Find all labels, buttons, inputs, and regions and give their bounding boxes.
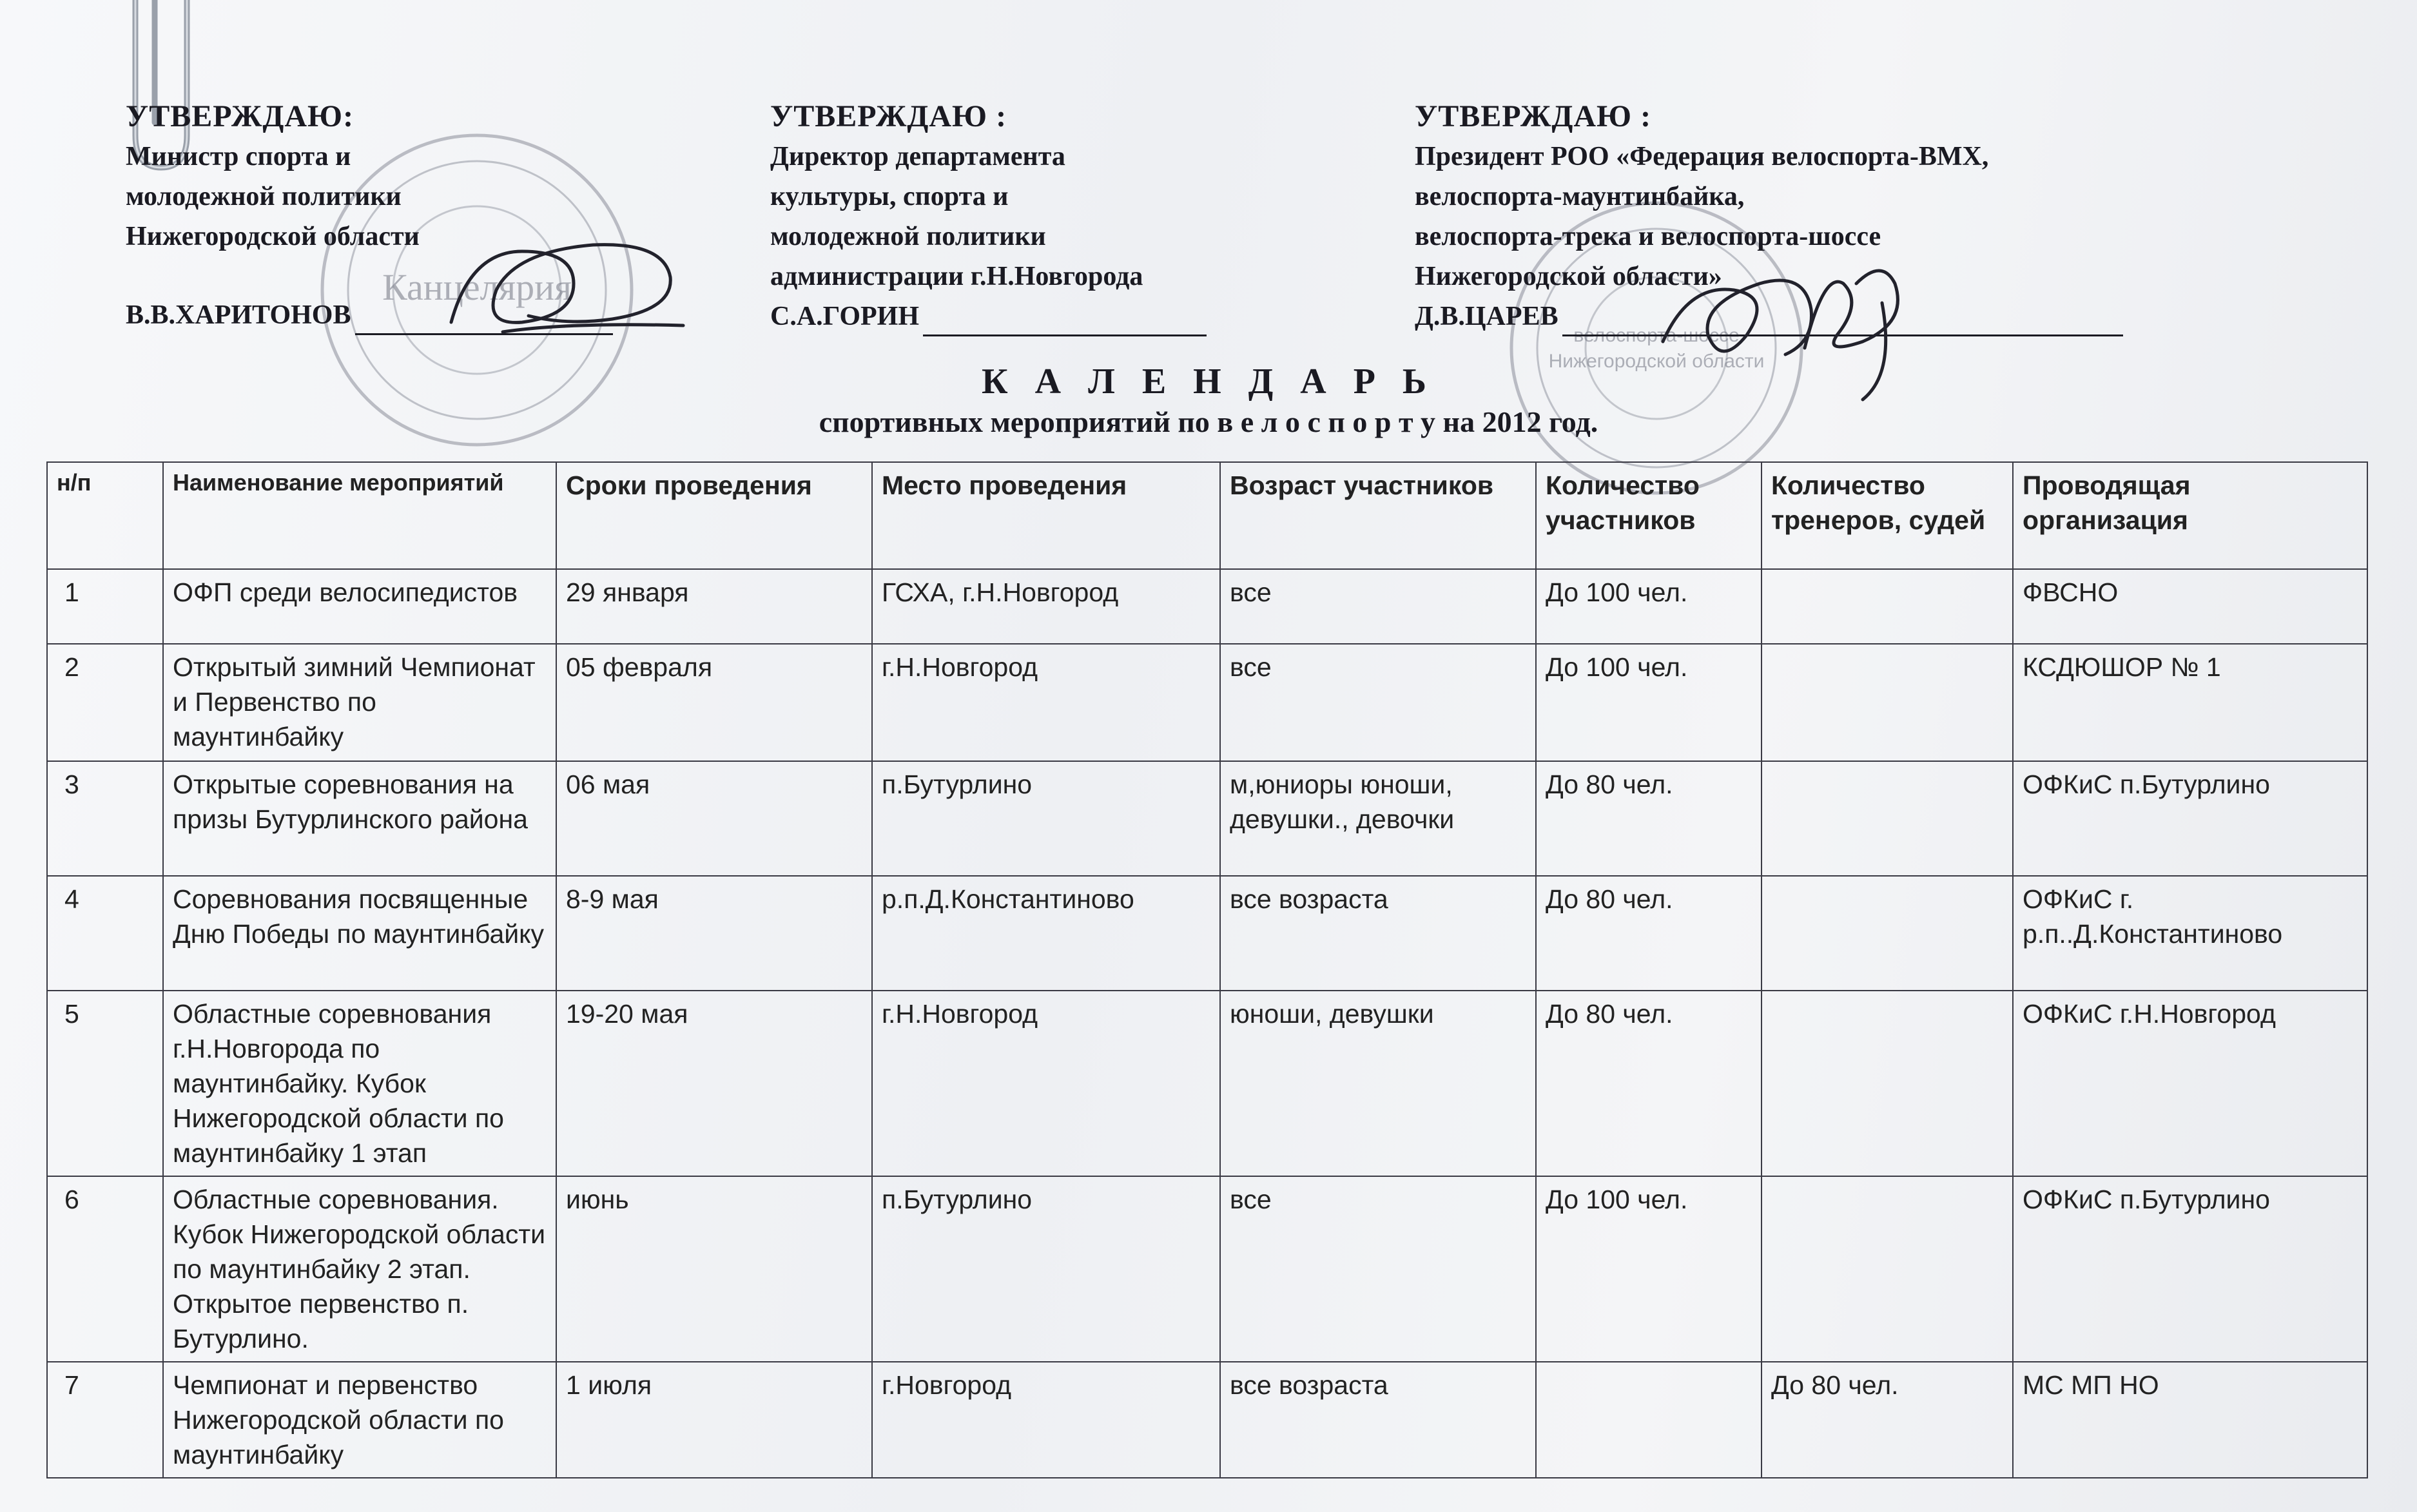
cell-date: 1 июля (556, 1362, 872, 1478)
cell-participants: До 100 чел. (1536, 644, 1762, 761)
approval-line: Президент РОО «Федерация велоспорта-ВМХ, (1415, 142, 1989, 171)
cell-participants: До 100 чел. (1536, 1176, 1762, 1362)
signature-line (923, 309, 1207, 336)
approval-line: молодежной политики (126, 182, 402, 211)
cell-age: юноши, девушки (1220, 991, 1536, 1176)
cell-date: 05 февраля (556, 644, 872, 761)
cell-age: все (1220, 569, 1536, 644)
approval-line: культуры, спорта и (770, 182, 1009, 211)
approval-heading: УТВЕРЖДАЮ : (1415, 99, 1652, 133)
cell-number: 6 (47, 1176, 163, 1362)
approval-line: Министр спорта и (126, 142, 351, 171)
cell-age: все (1220, 644, 1536, 761)
svg-text:Нижегородской области: Нижегородской области (1548, 351, 1765, 372)
cell-organization: ОФКиС г.Н.Новгород (2013, 991, 2367, 1176)
approval-line: администрации г.Н.Новгорода (770, 262, 1143, 291)
approval-line: велоспорта-маунтинбайка, (1415, 182, 1745, 211)
cell-place: п.Бутурлино (872, 1176, 1220, 1362)
cell-date: 19-20 мая (556, 991, 872, 1176)
svg-text:велоспорта-шоссе: велоспорта-шоссе (1573, 325, 1740, 346)
cell-date: 06 мая (556, 761, 872, 876)
cell-age: все возраста (1220, 876, 1536, 991)
signatory-name: В.В.ХАРИТОНОВ (126, 300, 351, 330)
svg-text:Канцелярия: Канцелярия (382, 266, 572, 308)
cell-organization: МС МП НО (2013, 1362, 2367, 1478)
handwritten-signature-1 (425, 213, 696, 361)
cell-event-name: Соревнования посвященные Дню Победы по маунтинбайку (163, 876, 556, 991)
cell-age: все возраста (1220, 1362, 1536, 1478)
header-coaches-judges: Количество тренеров, судей (1762, 462, 2013, 569)
header-place: Место проведения (872, 462, 1220, 569)
cell-number: 7 (47, 1362, 163, 1478)
cell-number: 1 (47, 569, 163, 644)
table-row (47, 991, 2367, 1176)
cell-coaches (1762, 991, 2013, 1176)
cell-event-name: Чемпионат и первенство Нижегородской области по маунтинбайку (163, 1362, 556, 1478)
header-organization: Проводящая организация (2013, 462, 2367, 569)
header-event-name: Наименование мероприятий (163, 462, 556, 569)
cell-age: м,юниоры юноши, девушки., девочки (1220, 761, 1536, 876)
cell-organization: ОФКиС п.Бутурлино (2013, 1176, 2367, 1362)
cell-place: г.Новгород (872, 1362, 1220, 1478)
table-row (47, 1176, 2367, 1362)
cell-date: 8-9 мая (556, 876, 872, 991)
cell-coaches (1762, 761, 2013, 876)
table-row (47, 644, 2367, 761)
cell-number: 3 (47, 761, 163, 876)
cell-number: 5 (47, 991, 163, 1176)
document-title: К А Л Е Н Д А Р Ь (982, 362, 1435, 402)
cell-date: июнь (556, 1176, 872, 1362)
cell-participants: До 100 чел. (1536, 569, 1762, 644)
cell-event-name: Областные соревнования г.Н.Новгорода по маунтинбайку. Кубок Нижегородской области по маунтинбайку 1 этап (163, 991, 556, 1176)
cell-coaches: До 80 чел. (1762, 1362, 2013, 1478)
cell-place: г.Н.Новгород (872, 991, 1220, 1176)
signatory-name: С.А.ГОРИН (770, 302, 919, 331)
cell-participants: До 80 чел. (1536, 876, 1762, 991)
cell-organization: ОФКиС г. р.п..Д.Константиново (2013, 876, 2367, 991)
cell-organization: ОФКиС п.Бутурлино (2013, 761, 2367, 876)
cell-participants (1536, 1362, 1762, 1478)
cell-age: все (1220, 1176, 1536, 1362)
cell-coaches (1762, 876, 2013, 991)
approval-line: Нижегородской области» (1415, 262, 1722, 291)
document-subtitle: спортивных мероприятий по в е л о с п о р т у на 2012 год. (819, 405, 1598, 438)
cell-place: п.Бутурлино (872, 761, 1220, 876)
cell-coaches (1762, 1176, 2013, 1362)
cell-participants: До 80 чел. (1536, 761, 1762, 876)
table-row (47, 761, 2367, 876)
cell-event-name: Открытый зимний Чемпионат и Первенство по маунтинбайку (163, 644, 556, 761)
cell-participants: До 80 чел. (1536, 991, 1762, 1176)
cell-place: г.Н.Новгород (872, 644, 1220, 761)
cell-coaches (1762, 569, 2013, 644)
cell-date: 29 января (556, 569, 872, 644)
table-row (47, 876, 2367, 991)
cell-place: ГСХА, г.Н.Новгород (872, 569, 1220, 644)
table-header-row (47, 462, 2367, 569)
cell-place: р.п.Д.Константиново (872, 876, 1220, 991)
cell-coaches (1762, 644, 2013, 761)
header-dates: Сроки проведения (556, 462, 872, 569)
approval-line: Нижегородской области (126, 222, 420, 251)
cell-event-name: ОФП среди велосипедистов (163, 569, 556, 644)
signatory-name: Д.В.ЦАРЕВ (1415, 302, 1558, 331)
cell-event-name: Областные соревнования. Кубок Нижегородской области по маунтинбайку 2 этап. Открытое первенство п. Бутурлино. (163, 1176, 556, 1362)
approval-heading: УТВЕРЖДАЮ: (126, 99, 354, 133)
table-row (47, 1362, 2367, 1478)
events-calendar-table (46, 461, 2368, 1478)
cell-event-name: Открытые соревнования на призы Бутурлинского района (163, 761, 556, 876)
header-participants: Количество участников (1536, 462, 1762, 569)
table-row (47, 569, 2367, 644)
header-age: Возраст участников (1220, 462, 1536, 569)
approval-line: Директор департамента (770, 142, 1065, 171)
cell-number: 4 (47, 876, 163, 991)
cell-number: 2 (47, 644, 163, 761)
approval-heading: УТВЕРЖДАЮ : (770, 99, 1007, 133)
cell-organization: ФВСНО (2013, 569, 2367, 644)
cell-organization: КСДЮШОР № 1 (2013, 644, 2367, 761)
approval-line: велоспорта-трека и велоспорта-шоссе (1415, 222, 1881, 251)
approval-block-director (770, 97, 1207, 336)
header-number: н/п (47, 462, 163, 569)
signature-row (770, 296, 1207, 336)
approval-line: молодежной политики (770, 222, 1046, 251)
